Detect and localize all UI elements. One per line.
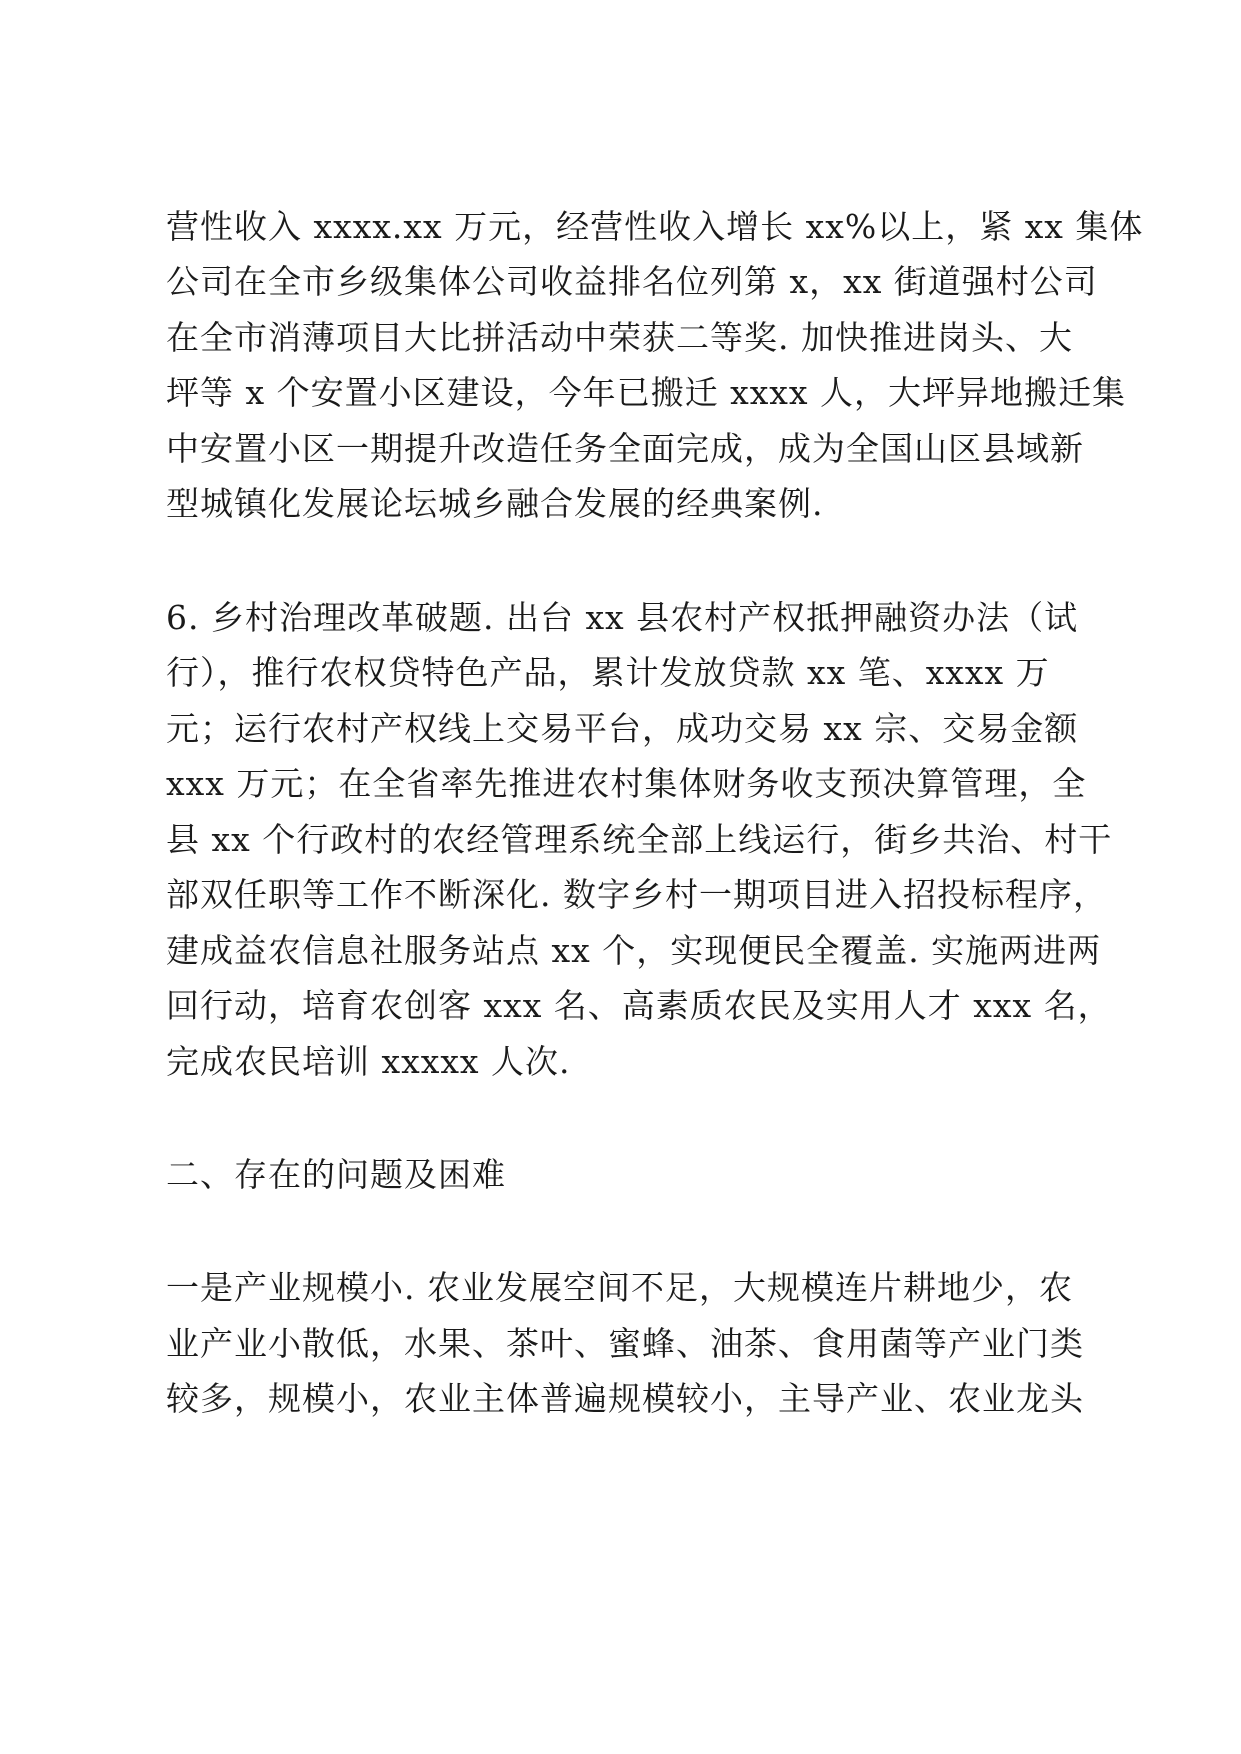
paragraph-line: 元；运行农村产权线上交易平台，成功交易 xx 宗、交易金额 (166, 709, 1079, 748)
paragraph-line: xxx 万元；在全省率先推进农村集体财务收支预决算管理，全 (166, 764, 1087, 803)
paragraph-line: 建成益农信息社服务站点 xx 个，实现便民全覆盖. 实施两进两 (166, 931, 1102, 970)
paragraph-line: 在全市消薄项目大比拼活动中荣获二等奖. 加快推进岗头、大 (166, 318, 1073, 357)
paragraph-line: 6. 乡村治理改革破题. 出台 xx 县农村产权抵押融资办法（试 (166, 598, 1079, 637)
paragraph-line: 回行动，培育农创客 xxx 名、高素质农民及实用人才 xxx 名， (166, 986, 1112, 1025)
paragraph-line: 一是产业规模小. 农业发展空间不足，大规模连片耕地少，农 (166, 1268, 1073, 1307)
paragraph-line: 中安置小区一期提升改造任务全面完成，成为全国山区县域新 (166, 429, 1084, 468)
paragraph-line: 较多，规模小，农业主体普遍规模较小，主导产业、农业龙头 (166, 1379, 1084, 1418)
paragraph-line: 行），推行农权贷特色产品，累计发放贷款 xx 笔、xxxx 万 (166, 653, 1050, 692)
paragraph-line: 营性收入 xxxx.xx 万元，经营性收入增长 xx%以上，紧 xx 集体 (166, 207, 1144, 246)
section-heading: 二、存在的问题及困难 (166, 1155, 506, 1194)
paragraph-line: 公司在全市乡级集体公司收益排名位列第 x，xx 街道强村公司 (166, 262, 1098, 301)
paragraph-line: 业产业小散低，水果、茶叶、蜜蜂、油茶、食用菌等产业门类 (166, 1324, 1084, 1363)
paragraph-line: 坪等 x 个安置小区建设，今年已搬迁 xxxx 人，大坪异地搬迁集 (166, 373, 1127, 412)
paragraph-line: 部双任职等工作不断深化. 数字乡村一期项目进入招投标程序， (166, 875, 1107, 914)
paragraph-line: 县 xx 个行政村的农经管理系统全部上线运行，街乡共治、村干 (166, 820, 1113, 859)
paragraph-line: 完成农民培训 xxxxx 人次. (166, 1042, 571, 1081)
paragraph-line: 型城镇化发展论坛城乡融合发展的经典案例. (166, 484, 824, 523)
